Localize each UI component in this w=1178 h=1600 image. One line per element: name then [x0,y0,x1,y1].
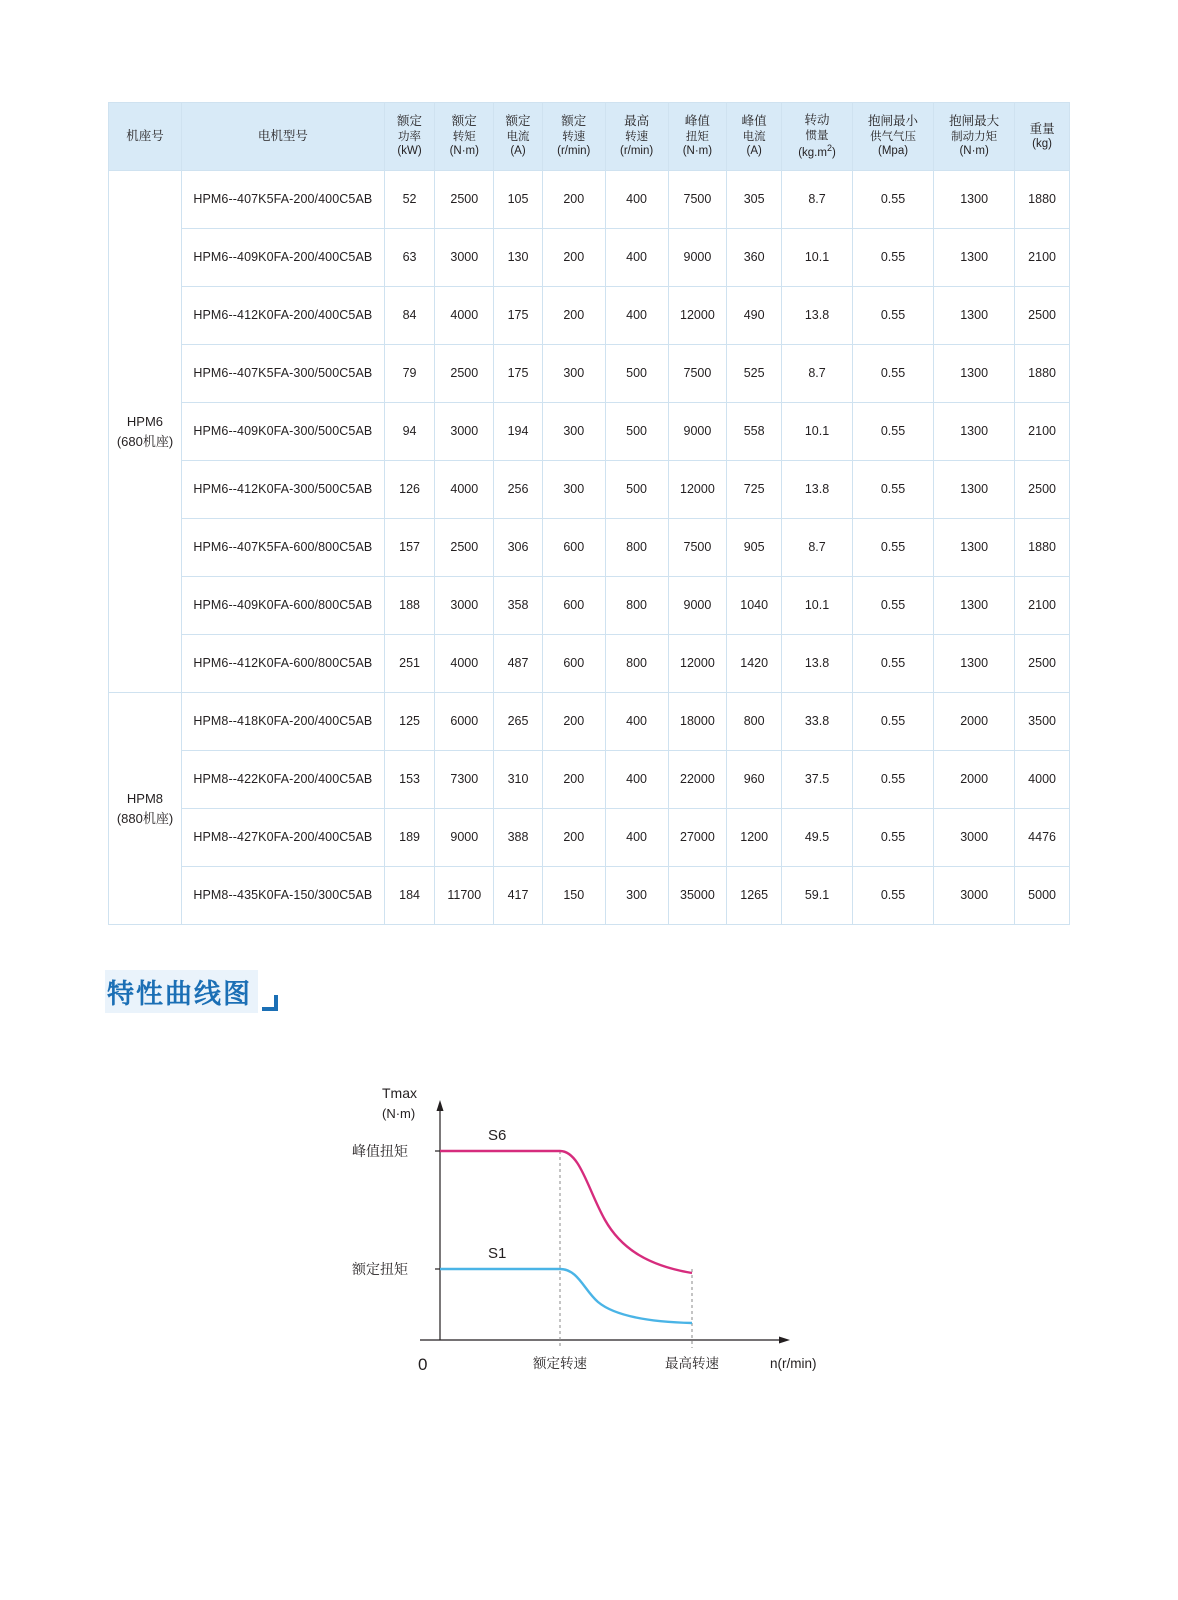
motor-model-cell: HPM6--412K0FA-200/400C5AB [181,287,384,345]
header-unit: (N·m) [959,145,989,158]
series-label-s1: S1 [488,1245,507,1262]
header-unit: (r/min) [557,145,591,158]
spec-value-cell: 3000 [435,577,494,635]
motor-model-cell: HPM8--422K0FA-200/400C5AB [181,751,384,809]
spec-value-cell: 4476 [1015,809,1070,867]
spec-value-cell: 9000 [435,809,494,867]
spec-value-cell: 2000 [934,693,1015,751]
table-header-row [109,103,1070,171]
table-row [109,693,1070,751]
table-body [109,171,1070,925]
spec-value-cell: 5000 [1015,867,1070,925]
header-brake-min-pressure [852,103,933,171]
spec-value-cell: 2100 [1015,229,1070,287]
table-row [109,519,1070,577]
spec-table [108,102,1070,925]
spec-value-cell: 1880 [1015,171,1070,229]
spec-value-cell: 49.5 [782,809,853,867]
header-text: 抱闸最小 [868,114,919,129]
spec-value-cell: 400 [605,751,668,809]
spec-value-cell: 153 [384,751,435,809]
curve-s1 [440,1269,692,1323]
header-unit: (kg) [1032,138,1052,151]
spec-value-cell: 800 [605,519,668,577]
spec-value-cell: 94 [384,403,435,461]
spec-value-cell: 10.1 [782,229,853,287]
motor-model-cell: HPM8--427K0FA-200/400C5AB [181,809,384,867]
motor-model-cell: HPM6--409K0FA-200/400C5AB [181,229,384,287]
frame-size-sub: (880机座) [116,810,174,826]
frame-size-name: HPM8 [126,791,164,807]
header-text: 转速 [625,131,649,144]
spec-value-cell: 10.1 [782,577,853,635]
spec-value-cell: 184 [384,867,435,925]
spec-value-cell: 1300 [934,577,1015,635]
spec-value-cell: 8.7 [782,345,853,403]
header-unit: (r/min) [619,145,654,158]
spec-value-cell: 2500 [435,519,494,577]
spec-value-cell: 305 [727,171,782,229]
spec-value-cell: 4000 [1015,751,1070,809]
spec-value-cell: 2100 [1015,403,1070,461]
y-axis-arrow-icon [437,1100,444,1111]
spec-value-cell: 175 [494,287,543,345]
spec-value-cell: 7300 [435,751,494,809]
header-text: 峰值 [684,114,710,129]
series-label-s6: S6 [488,1127,507,1144]
spec-value-cell: 3000 [435,229,494,287]
header-peak-torque [668,103,727,171]
spec-value-cell: 126 [384,461,435,519]
spec-value-cell: 9000 [668,229,727,287]
header-weight [1015,103,1070,171]
spec-value-cell: 4000 [435,287,494,345]
header-rated-power [384,103,435,171]
spec-value-cell: 189 [384,809,435,867]
header-unit: (A) [746,145,762,158]
spec-value-cell: 1300 [934,287,1015,345]
table-row [109,229,1070,287]
spec-value-cell: 310 [494,751,543,809]
spec-value-cell: 388 [494,809,543,867]
spec-value-cell: 500 [605,461,668,519]
header-text: 抱闸最大 [949,114,1000,129]
spec-value-cell: 417 [494,867,543,925]
header-rated-torque [435,103,494,171]
spec-value-cell: 487 [494,635,543,693]
spec-value-cell: 0.55 [852,751,933,809]
spec-value-cell: 300 [542,403,605,461]
spec-value-cell: 200 [542,809,605,867]
header-unit: (N·m) [682,145,713,158]
spec-value-cell: 1300 [934,345,1015,403]
spec-value-cell: 9000 [668,403,727,461]
spec-value-cell: 0.55 [852,867,933,925]
motor-model-cell: HPM6--412K0FA-600/800C5AB [181,635,384,693]
header-text: 供气气压 [870,131,917,144]
spec-value-cell: 10.1 [782,403,853,461]
spec-value-cell: 13.8 [782,461,853,519]
spec-value-cell: 37.5 [782,751,853,809]
table-row [109,751,1070,809]
header-rated-speed [542,103,605,171]
table-header [109,103,1070,171]
y-tick-label-rated-torque: 额定扭矩 [352,1261,408,1277]
spec-value-cell: 1300 [934,171,1015,229]
spec-value-cell: 0.55 [852,461,933,519]
table-row [109,635,1070,693]
header-text: 额定 [397,114,423,129]
spec-value-cell: 7500 [668,519,727,577]
spec-value-cell: 725 [727,461,782,519]
y-axis-label: Tmax [382,1085,417,1101]
spec-value-cell: 8.7 [782,171,853,229]
section-title-text: 特性曲线图 [105,970,258,1013]
spec-value-cell: 1420 [727,635,782,693]
motor-model-cell: HPM6--412K0FA-300/500C5AB [181,461,384,519]
spec-value-cell: 400 [605,693,668,751]
spec-value-cell: 2000 [934,751,1015,809]
header-text: 机座号 [126,128,164,143]
curve-s6 [440,1151,692,1273]
characteristic-curve-chart [330,1070,890,1400]
spec-value-cell: 59.1 [782,867,853,925]
spec-value-cell: 3500 [1015,693,1070,751]
header-text: 惯量 [805,129,829,142]
spec-value-cell: 0.55 [852,577,933,635]
y-tick-label-peak-torque: 峰值扭矩 [352,1143,408,1159]
spec-value-cell: 0.55 [852,519,933,577]
spec-value-cell: 1040 [727,577,782,635]
table-row [109,809,1070,867]
header-text: 转矩 [452,131,476,144]
spec-value-cell: 500 [605,403,668,461]
spec-table-container [108,102,1070,925]
header-rated-current [494,103,543,171]
spec-value-cell: 200 [542,171,605,229]
spec-value-cell: 0.55 [852,403,933,461]
spec-value-cell: 79 [384,345,435,403]
spec-value-cell: 200 [542,287,605,345]
spec-value-cell: 13.8 [782,635,853,693]
header-text: 功率 [398,131,422,144]
spec-value-cell: 3000 [934,809,1015,867]
spec-value-cell: 0.55 [852,635,933,693]
header-unit: (kW) [397,145,422,158]
spec-value-cell: 0.55 [852,229,933,287]
chart-svg [330,1070,890,1400]
spec-value-cell: 1265 [727,867,782,925]
header-motor-model [181,103,384,171]
table-row [109,461,1070,519]
motor-model-cell: HPM6--407K5FA-300/500C5AB [181,345,384,403]
spec-value-cell: 6000 [435,693,494,751]
spec-value-cell: 1880 [1015,345,1070,403]
spec-value-cell: 0.55 [852,287,933,345]
spec-value-cell: 63 [384,229,435,287]
spec-value-cell: 265 [494,693,543,751]
spec-value-cell: 2500 [1015,287,1070,345]
header-text: 电机型号 [257,128,308,143]
header-text: 额定 [505,114,531,129]
y-axis-unit: (N·m) [382,1106,416,1121]
header-inertia [782,103,853,171]
spec-value-cell: 12000 [668,635,727,693]
x-tick-label-max-speed: 最高转速 [665,1356,719,1371]
motor-model-cell: HPM8--435K0FA-150/300C5AB [181,867,384,925]
spec-value-cell: 251 [384,635,435,693]
table-row [109,577,1070,635]
spec-value-cell: 84 [384,287,435,345]
header-text: 电流 [742,131,766,144]
spec-value-cell: 490 [727,287,782,345]
header-text: 额定 [451,114,477,129]
spec-value-cell: 0.55 [852,345,933,403]
x-tick-label-rated-speed: 额定转速 [533,1356,587,1371]
origin-label: 0 [418,1355,428,1374]
spec-value-cell: 200 [542,751,605,809]
spec-value-cell: 525 [727,345,782,403]
table-row [109,403,1070,461]
header-text: 最高 [624,114,650,129]
spec-value-cell: 0.55 [852,171,933,229]
spec-value-cell: 3000 [435,403,494,461]
spec-value-cell: 600 [542,635,605,693]
spec-value-cell: 105 [494,171,543,229]
spec-value-cell: 400 [605,287,668,345]
header-text: 电流 [506,131,530,144]
spec-value-cell: 7500 [668,345,727,403]
spec-value-cell: 150 [542,867,605,925]
motor-model-cell: HPM8--418K0FA-200/400C5AB [181,693,384,751]
spec-value-cell: 2500 [435,171,494,229]
spec-value-cell: 3000 [934,867,1015,925]
header-brake-max-torque [934,103,1015,171]
spec-value-cell: 400 [605,809,668,867]
spec-value-cell: 500 [605,345,668,403]
spec-value-cell: 2500 [1015,461,1070,519]
motor-model-cell: HPM6--409K0FA-300/500C5AB [181,403,384,461]
motor-model-cell: HPM6--407K5FA-600/800C5AB [181,519,384,577]
spec-value-cell: 2500 [435,345,494,403]
spec-value-cell: 960 [727,751,782,809]
spec-value-cell: 800 [727,693,782,751]
spec-value-cell: 300 [542,461,605,519]
spec-value-cell: 2100 [1015,577,1070,635]
spec-value-cell: 358 [494,577,543,635]
spec-value-cell: 11700 [435,867,494,925]
spec-value-cell: 200 [542,693,605,751]
frame-size-name: HPM6 [126,414,164,430]
header-max-speed [605,103,668,171]
spec-value-cell: 200 [542,229,605,287]
motor-model-cell: HPM6--409K0FA-600/800C5AB [181,577,384,635]
spec-value-cell: 0.55 [852,809,933,867]
spec-value-cell: 22000 [668,751,727,809]
spec-value-cell: 0.55 [852,693,933,751]
spec-value-cell: 1880 [1015,519,1070,577]
header-unit: $(kg.m^2)$ [798,143,836,159]
header-unit: (A) [510,145,526,158]
header-text: 额定 [561,114,587,129]
spec-value-cell: 27000 [668,809,727,867]
spec-value-cell: 1200 [727,809,782,867]
header-unit: (N·m) [449,145,479,158]
spec-value-cell: 1300 [934,519,1015,577]
spec-value-cell: 125 [384,693,435,751]
spec-value-cell: 600 [542,577,605,635]
table-row [109,171,1070,229]
spec-value-cell: 157 [384,519,435,577]
spec-value-cell: 1300 [934,403,1015,461]
header-frame-size [109,103,182,171]
table-row [109,287,1070,345]
spec-value-cell: 33.8 [782,693,853,751]
spec-value-cell: 558 [727,403,782,461]
header-text: 扭矩 [685,131,709,144]
spec-value-cell: 300 [542,345,605,403]
spec-value-cell: 360 [727,229,782,287]
header-peak-current [727,103,782,171]
spec-value-cell: 400 [605,171,668,229]
spec-value-cell: 9000 [668,577,727,635]
spec-value-cell: 600 [542,519,605,577]
header-text: 转动 [804,113,830,127]
table-row [109,345,1070,403]
spec-value-cell: 905 [727,519,782,577]
spec-value-cell: 18000 [668,693,727,751]
motor-model-cell: HPM6--407K5FA-200/400C5AB [181,171,384,229]
x-axis-label: n(r/min) [770,1356,817,1371]
spec-value-cell: 188 [384,577,435,635]
section-title [105,970,278,1013]
header-text: 峰值 [741,114,767,129]
header-text: 制动力矩 [951,131,998,144]
spec-value-cell: 800 [605,577,668,635]
spec-value-cell: 7500 [668,171,727,229]
spec-value-cell: 4000 [435,635,494,693]
spec-value-cell: 4000 [435,461,494,519]
spec-value-cell: 800 [605,635,668,693]
header-text: 转速 [562,131,586,144]
spec-value-cell: 52 [384,171,435,229]
spec-value-cell: 35000 [668,867,727,925]
spec-value-cell: 175 [494,345,543,403]
spec-value-cell: 300 [605,867,668,925]
frame-size-cell [109,171,182,693]
spec-value-cell: 8.7 [782,519,853,577]
corner-bracket-icon [262,995,278,1011]
spec-value-cell: 12000 [668,287,727,345]
header-text: 重量 [1029,121,1055,136]
spec-value-cell: 1300 [934,461,1015,519]
frame-size-sub: (680机座) [116,433,174,449]
frame-size-cell [109,693,182,925]
spec-value-cell: 1300 [934,635,1015,693]
x-axis-arrow-icon [779,1337,790,1344]
spec-value-cell: 1300 [934,229,1015,287]
header-unit: (Mpa) [878,145,909,158]
table-row [109,867,1070,925]
spec-value-cell: 400 [605,229,668,287]
spec-value-cell: 2500 [1015,635,1070,693]
spec-value-cell: 194 [494,403,543,461]
spec-value-cell: 13.8 [782,287,853,345]
spec-value-cell: 12000 [668,461,727,519]
spec-value-cell: 130 [494,229,543,287]
spec-value-cell: 256 [494,461,543,519]
spec-value-cell: 306 [494,519,543,577]
